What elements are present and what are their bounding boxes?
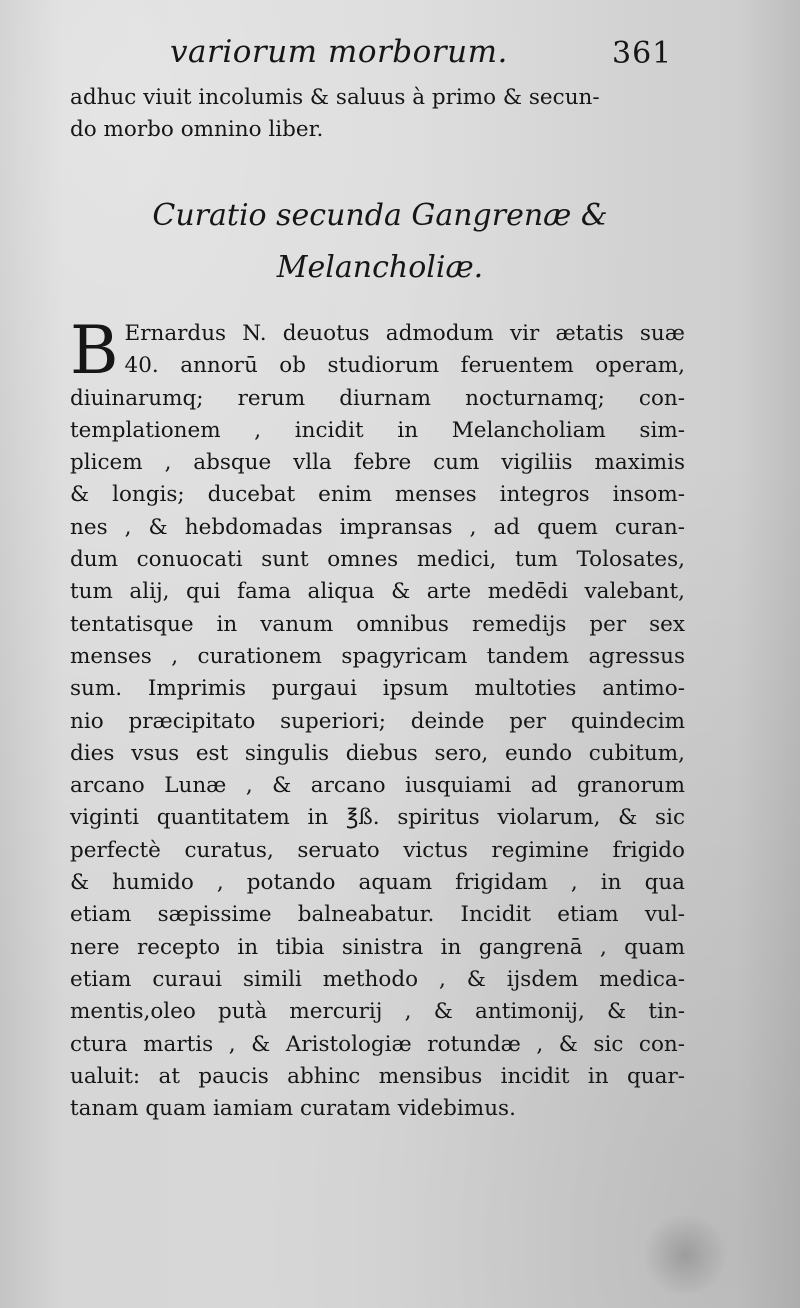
text-line: nes , & hebdomadas impransas , ad quem curan- bbox=[70, 514, 685, 540]
continuation-paragraph bbox=[70, 82, 710, 147]
text-line: viginti quantitatem in ℥ß. spiritus violarum, & sic bbox=[70, 805, 685, 831]
text-line: mentis,oleo putà mercurij , & antimonij, & tin- bbox=[70, 999, 685, 1025]
text-line: dies vsus est singulis diebus sero, eundo cubitum, bbox=[70, 740, 685, 766]
paper-stain bbox=[640, 1215, 730, 1295]
text-line: ctura martis , & Aristologiæ rotundæ , & sic con- bbox=[70, 1031, 685, 1057]
text-line: 40. annorū ob studiorum feruentem operam, bbox=[124, 353, 685, 379]
page-number: 361 bbox=[612, 36, 673, 71]
text-line: sum. Imprimis purgaui ipsum multoties antimo- bbox=[70, 676, 685, 702]
text-line: nio præcipitato superiori; deinde per quindecim bbox=[70, 708, 685, 734]
text-line: perfectè curatus, seruato victus regimine frigido bbox=[70, 837, 685, 863]
text-line: ualuit: at paucis abhinc mensibus incidit in quar- bbox=[70, 1063, 685, 1089]
text-line: nere recepto in tibia sinistra in gangrenā , quam bbox=[70, 934, 685, 960]
text-line: arcano Lunæ , & arcano iusquiami ad granorum bbox=[70, 773, 685, 799]
section-title bbox=[100, 190, 660, 294]
section-title-line-1: Curatio secunda Gangrenæ & bbox=[152, 198, 608, 233]
text-line: & humido , potando aquam frigidam , in qua bbox=[70, 870, 685, 896]
body-paragraph bbox=[70, 312, 685, 1125]
text-line: etiam curaui simili methodo , & ijsdem medica- bbox=[70, 966, 685, 992]
text-line: menses , curationem spagyricam tandem agressus bbox=[70, 643, 685, 669]
text-line: adhuc viuit incolumis & saluus à primo & secun- bbox=[70, 85, 600, 110]
text-line: diuinarumq; rerum diurnam nocturnamq; con- bbox=[70, 385, 685, 411]
text-line: tum alij, qui fama aliqua & arte medēdi valebant, bbox=[70, 579, 685, 605]
text-line: plicem , absque vlla febre cum vigiliis maximis bbox=[70, 450, 685, 476]
text-line: tentatisque in vanum omnibus remedijs per sex bbox=[70, 611, 685, 637]
text-line: Ernardus N. deuotus admodum vir ætatis suæ bbox=[124, 321, 685, 346]
section-title-line-2: Melancholiæ. bbox=[276, 250, 484, 285]
text-line: & longis; ducebat enim menses integros insom- bbox=[70, 482, 685, 508]
text-line: do morbo omnino liber. bbox=[70, 117, 324, 143]
running-head: variorum morborum. bbox=[170, 34, 508, 70]
drop-cap: B bbox=[70, 312, 119, 389]
text-line: dum conuocati sunt omnes medici, tum Tolosates, bbox=[70, 547, 685, 573]
text-line: templationem , incidit in Melancholiam sim- bbox=[70, 417, 685, 443]
text-line: tanam quam iamiam curatam videbimus. bbox=[70, 1096, 516, 1122]
text-line: etiam sæpissime balneabatur. Incidit etiam vul- bbox=[70, 902, 685, 928]
